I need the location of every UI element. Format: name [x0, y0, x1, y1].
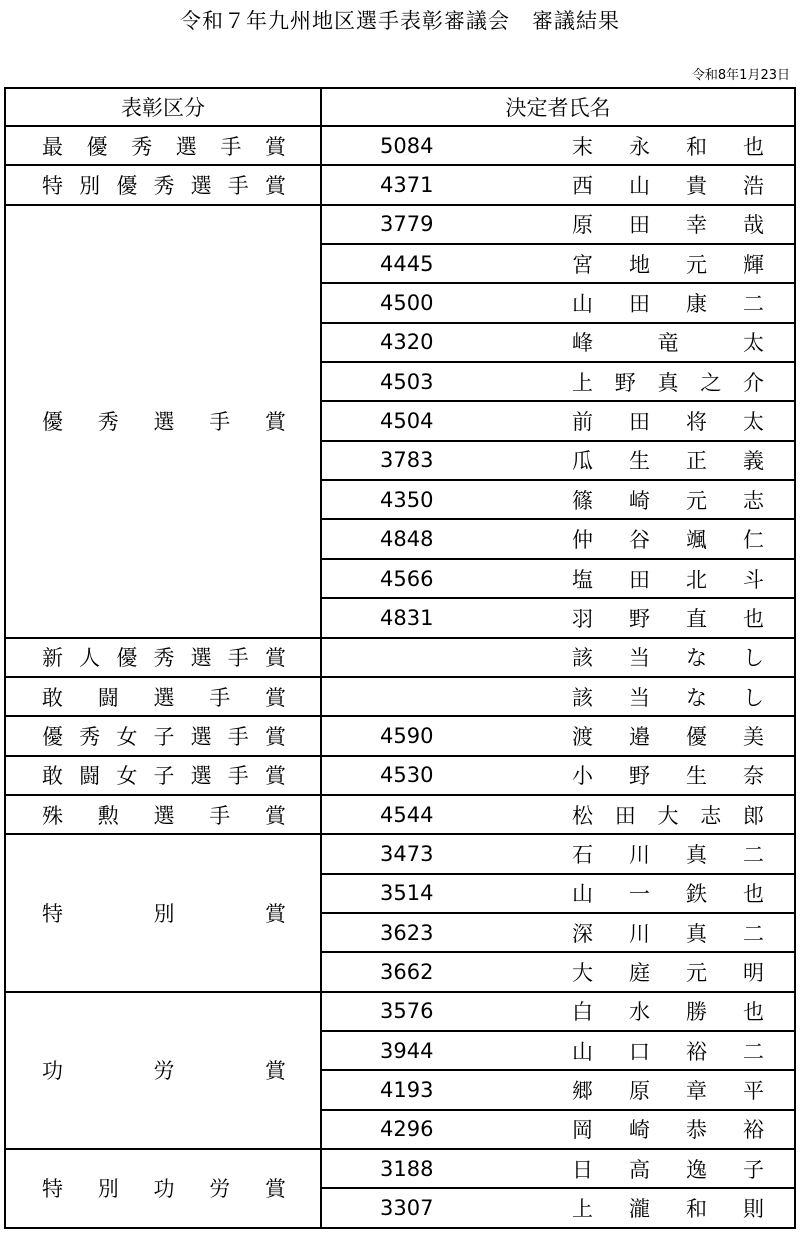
award-category-label	[6, 642, 320, 672]
racer-name-label	[558, 1193, 794, 1223]
glyph: 手	[227, 764, 249, 789]
glyph: 仁	[743, 528, 764, 553]
glyph: 太	[743, 331, 764, 356]
glyph: 選	[190, 646, 212, 671]
glyph: な	[686, 646, 707, 671]
glyph: 女	[116, 764, 138, 789]
racer-name-label	[558, 131, 794, 161]
racer-name	[558, 913, 795, 952]
glyph: 子	[743, 1157, 764, 1182]
racer-number: 4500	[321, 283, 558, 322]
racer-name	[558, 205, 795, 244]
results-table	[4, 87, 796, 1229]
racer-number: 3576	[321, 992, 558, 1031]
glyph: 大	[657, 803, 679, 828]
glyph: 優	[86, 134, 108, 159]
glyph: 崎	[629, 1118, 650, 1143]
table-row	[5, 677, 795, 716]
glyph: 賞	[264, 646, 286, 671]
racer-number: 5084	[321, 126, 558, 165]
glyph: 秀	[79, 724, 101, 749]
glyph: 将	[686, 410, 707, 435]
glyph: 北	[686, 567, 707, 592]
racer-number	[321, 677, 558, 716]
glyph: 松	[572, 803, 593, 828]
glyph: 二	[743, 842, 764, 867]
award-category-label	[6, 682, 320, 712]
glyph: 賞	[265, 410, 286, 435]
glyph: 秀	[153, 646, 175, 671]
award-category-label	[6, 721, 320, 751]
glyph: 志	[743, 488, 764, 513]
glyph: 貴	[686, 174, 707, 199]
glyph: 女	[116, 724, 138, 749]
glyph: 新	[42, 646, 63, 671]
table-row	[5, 834, 795, 873]
glyph: 颯	[686, 528, 707, 553]
glyph: 選	[153, 410, 175, 435]
racer-name-label	[558, 1036, 794, 1066]
glyph: 原	[629, 1078, 650, 1103]
racer-name-label	[558, 1154, 794, 1184]
glyph: 労	[209, 1177, 231, 1202]
racer-name-label	[558, 170, 794, 200]
glyph: 功	[42, 1059, 63, 1084]
racer-name	[558, 598, 795, 637]
glyph: 賞	[264, 134, 286, 159]
racer-name	[558, 716, 795, 755]
glyph: 秀	[131, 134, 153, 159]
racer-number: 4530	[321, 756, 558, 795]
racer-name-label	[558, 682, 794, 712]
glyph: 介	[743, 370, 764, 395]
glyph: 敢	[42, 764, 63, 789]
glyph: 賞	[265, 1177, 286, 1202]
racer-name-label	[558, 1114, 794, 1144]
table-row	[5, 165, 795, 204]
glyph: 康	[686, 292, 707, 317]
glyph: 賞	[265, 901, 286, 926]
glyph: 特	[42, 174, 63, 199]
glyph: 優	[42, 410, 63, 435]
glyph: 浩	[743, 174, 764, 199]
glyph: 恭	[686, 1118, 707, 1143]
racer-name-label	[558, 485, 794, 515]
racer-name	[558, 1070, 795, 1109]
glyph: 羽	[572, 606, 593, 631]
document-date: 令和8年1月23日	[691, 68, 790, 83]
glyph: 塩	[572, 567, 593, 592]
glyph: 竜	[657, 331, 679, 356]
racer-name-label	[558, 603, 794, 633]
racer-name-label	[558, 406, 794, 436]
glyph: 野	[629, 606, 650, 631]
award-category	[5, 1149, 321, 1228]
racer-number: 4296	[321, 1110, 558, 1149]
racer-name-label	[558, 445, 794, 475]
racer-number: 4320	[321, 323, 558, 362]
glyph: 和	[686, 1197, 707, 1222]
glyph: 幸	[686, 213, 707, 238]
glyph: 裕	[743, 1118, 764, 1143]
glyph: 平	[743, 1078, 764, 1103]
award-category-label	[6, 170, 320, 200]
glyph: 庭	[629, 960, 650, 985]
glyph: 手	[209, 803, 231, 828]
glyph: な	[686, 685, 707, 710]
glyph: 該	[572, 685, 593, 710]
racer-number: 3307	[321, 1188, 558, 1228]
racer-name	[558, 795, 795, 834]
award-category	[5, 992, 321, 1149]
glyph: 賞	[264, 174, 286, 199]
award-category	[5, 716, 321, 755]
racer-number: 4503	[321, 362, 558, 401]
glyph: 賞	[264, 764, 286, 789]
glyph: 義	[743, 449, 764, 474]
racer-name	[558, 834, 795, 873]
glyph: 也	[743, 882, 764, 907]
racer-number: 4445	[321, 244, 558, 283]
racer-name-label	[558, 1075, 794, 1105]
racer-name	[558, 165, 795, 204]
glyph: 二	[743, 921, 764, 946]
racer-name	[558, 874, 795, 913]
glyph: 崎	[629, 488, 650, 513]
glyph: 篠	[572, 488, 593, 513]
award-category	[5, 795, 321, 834]
table-row	[5, 205, 795, 244]
racer-name-label	[558, 564, 794, 594]
glyph: 章	[686, 1078, 707, 1103]
glyph: 真	[686, 921, 707, 946]
glyph: し	[743, 685, 764, 710]
glyph: 太	[743, 410, 764, 435]
racer-name-label	[558, 760, 794, 790]
glyph: 二	[743, 1039, 764, 1064]
racer-name	[558, 441, 795, 480]
glyph: 直	[686, 606, 707, 631]
glyph: 宮	[572, 252, 593, 277]
glyph: 哉	[743, 213, 764, 238]
glyph: 郷	[572, 1078, 593, 1103]
glyph: 谷	[629, 528, 650, 553]
glyph: 也	[743, 1000, 764, 1025]
table-row	[5, 716, 795, 755]
glyph: 賞	[265, 803, 286, 828]
glyph: 選	[153, 803, 175, 828]
glyph: 則	[743, 1197, 764, 1222]
racer-name-label	[558, 878, 794, 908]
glyph: 和	[686, 134, 707, 159]
glyph: 明	[743, 960, 764, 985]
glyph: 地	[629, 252, 650, 277]
glyph: 瓜	[572, 449, 593, 474]
glyph: 功	[153, 1177, 175, 1202]
racer-number: 4590	[321, 716, 558, 755]
glyph: 美	[743, 724, 764, 749]
racer-name-label	[558, 209, 794, 239]
glyph: 手	[209, 410, 231, 435]
glyph: 奈	[743, 764, 764, 789]
glyph: 裕	[686, 1039, 707, 1064]
award-category	[5, 126, 321, 165]
glyph: 深	[572, 921, 593, 946]
glyph: 手	[227, 646, 249, 671]
table-row	[5, 756, 795, 795]
glyph: 特	[42, 1177, 63, 1202]
glyph: 賞	[265, 1059, 286, 1084]
glyph: 永	[629, 134, 650, 159]
award-category	[5, 165, 321, 204]
glyph: 山	[629, 174, 650, 199]
glyph: 原	[572, 213, 593, 238]
glyph: 山	[572, 1039, 593, 1064]
glyph: 労	[153, 1059, 175, 1084]
racer-name	[558, 283, 795, 322]
glyph: 田	[629, 213, 650, 238]
racer-name-label	[558, 957, 794, 987]
glyph: 田	[629, 292, 650, 317]
glyph: 優	[42, 724, 63, 749]
glyph: 優	[116, 646, 138, 671]
racer-name-label	[558, 642, 794, 672]
racer-name-label	[558, 327, 794, 357]
glyph: 上	[572, 1197, 593, 1222]
table-row	[5, 795, 795, 834]
award-category-label	[6, 898, 320, 928]
glyph: 斗	[743, 567, 764, 592]
glyph: 西	[572, 174, 593, 199]
table-row	[5, 992, 795, 1031]
glyph: 選	[190, 174, 212, 199]
glyph: 鉄	[686, 882, 707, 907]
racer-number: 3662	[321, 952, 558, 991]
glyph: 田	[629, 410, 650, 435]
glyph: 賞	[264, 724, 286, 749]
header-category: 表彰区分	[5, 88, 321, 126]
glyph: 当	[629, 685, 650, 710]
racer-name-label	[558, 996, 794, 1026]
racer-name	[558, 401, 795, 440]
glyph: 勲	[97, 803, 119, 828]
racer-name-label	[558, 367, 794, 397]
glyph: 日	[572, 1157, 593, 1182]
racer-number: 4831	[321, 598, 558, 637]
glyph: 別	[153, 901, 175, 926]
glyph: 志	[700, 803, 722, 828]
glyph: 野	[629, 764, 650, 789]
glyph: 末	[572, 134, 593, 159]
glyph: 手	[227, 724, 249, 749]
racer-name-label	[558, 288, 794, 318]
glyph: 優	[116, 174, 138, 199]
award-category-label	[6, 1055, 320, 1085]
glyph: 田	[629, 567, 650, 592]
award-category	[5, 834, 321, 991]
glyph: 正	[686, 449, 707, 474]
table-header-row	[5, 88, 795, 126]
glyph: 白	[572, 1000, 593, 1025]
header-recipient: 決定者氏名	[321, 88, 795, 126]
racer-name	[558, 638, 795, 677]
glyph: 大	[572, 960, 593, 985]
glyph: 手	[220, 134, 242, 159]
glyph: 峰	[572, 331, 593, 356]
glyph: 小	[572, 764, 593, 789]
racer-name-label	[558, 839, 794, 869]
glyph: 山	[572, 292, 593, 317]
glyph: 別	[79, 174, 101, 199]
glyph: 也	[743, 134, 764, 159]
glyph: 特	[42, 901, 63, 926]
racer-number: 4566	[321, 559, 558, 598]
racer-number: 3779	[321, 205, 558, 244]
glyph: 生	[629, 449, 650, 474]
racer-number	[321, 638, 558, 677]
glyph: 也	[743, 606, 764, 631]
glyph: 渡	[572, 724, 593, 749]
glyph: 水	[629, 1000, 650, 1025]
glyph: 闘	[97, 685, 119, 710]
glyph: 真	[686, 842, 707, 867]
glyph: 人	[79, 646, 101, 671]
racer-number: 3188	[321, 1149, 558, 1188]
glyph: 口	[629, 1039, 650, 1064]
award-category	[5, 677, 321, 716]
glyph: 選	[190, 724, 212, 749]
glyph: 前	[572, 410, 593, 435]
racer-name	[558, 992, 795, 1031]
racer-name	[558, 1031, 795, 1070]
glyph: 選	[153, 685, 175, 710]
glyph: 選	[175, 134, 197, 159]
glyph: 仲	[572, 528, 593, 553]
racer-name	[558, 126, 795, 165]
glyph: 該	[572, 646, 593, 671]
racer-name	[558, 1149, 795, 1188]
racer-name	[558, 677, 795, 716]
racer-number: 3623	[321, 913, 558, 952]
award-category-label	[6, 800, 320, 830]
glyph: し	[743, 646, 764, 671]
glyph: 子	[153, 764, 175, 789]
glyph: 上	[572, 370, 593, 395]
racer-name-label	[558, 800, 794, 830]
glyph: 手	[227, 174, 249, 199]
racer-name-label	[558, 918, 794, 948]
table-row	[5, 638, 795, 677]
document-title: 令和７年九州地区選手表彰審議会 審議結果	[180, 9, 620, 33]
racer-name	[558, 952, 795, 991]
racer-number: 3783	[321, 441, 558, 480]
award-category	[5, 756, 321, 795]
racer-name	[558, 362, 795, 401]
racer-number: 4371	[321, 165, 558, 204]
racer-name-label	[558, 721, 794, 751]
glyph: 元	[686, 488, 707, 513]
glyph: 川	[629, 842, 650, 867]
glyph: 二	[743, 292, 764, 317]
glyph: 闘	[79, 764, 101, 789]
glyph: 逸	[686, 1157, 707, 1182]
glyph: 一	[629, 882, 650, 907]
glyph: 田	[614, 803, 636, 828]
glyph: 優	[686, 724, 707, 749]
table-row	[5, 126, 795, 165]
glyph: 手	[209, 685, 231, 710]
racer-name	[558, 1188, 795, 1228]
racer-name	[558, 480, 795, 519]
glyph: 石	[572, 842, 593, 867]
glyph: 山	[572, 882, 593, 907]
glyph: 元	[686, 960, 707, 985]
racer-number: 4504	[321, 401, 558, 440]
glyph: 郎	[743, 803, 764, 828]
glyph: 真	[657, 370, 679, 395]
racer-name	[558, 559, 795, 598]
racer-name-label	[558, 249, 794, 279]
glyph: 之	[700, 370, 722, 395]
glyph: 賞	[265, 685, 286, 710]
glyph: 高	[629, 1157, 650, 1182]
glyph: 敢	[42, 685, 63, 710]
award-category-label	[6, 406, 320, 436]
racer-name	[558, 323, 795, 362]
glyph: 勝	[686, 1000, 707, 1025]
glyph: 邉	[629, 724, 650, 749]
award-category	[5, 205, 321, 638]
glyph: 殊	[42, 803, 63, 828]
glyph: 選	[190, 764, 212, 789]
racer-number: 3944	[321, 1031, 558, 1070]
glyph: 野	[614, 370, 636, 395]
award-category-label	[6, 131, 320, 161]
racer-name	[558, 756, 795, 795]
racer-number: 4848	[321, 519, 558, 558]
award-category-label	[6, 760, 320, 790]
award-category-label	[6, 1173, 320, 1203]
racer-name	[558, 519, 795, 558]
glyph: 最	[42, 134, 63, 159]
glyph: 瀧	[629, 1197, 650, 1222]
racer-number: 3473	[321, 834, 558, 873]
glyph: 元	[686, 252, 707, 277]
racer-number: 4350	[321, 480, 558, 519]
racer-number: 4193	[321, 1070, 558, 1109]
table-row	[5, 1149, 795, 1188]
racer-name	[558, 244, 795, 283]
glyph: 秀	[97, 410, 119, 435]
glyph: 当	[629, 646, 650, 671]
glyph: 輝	[743, 252, 764, 277]
glyph: 川	[629, 921, 650, 946]
racer-number: 3514	[321, 874, 558, 913]
glyph: 別	[97, 1177, 119, 1202]
glyph: 秀	[153, 174, 175, 199]
glyph: 生	[686, 764, 707, 789]
award-category	[5, 638, 321, 677]
racer-name-label	[558, 524, 794, 554]
racer-number: 4544	[321, 795, 558, 834]
glyph: 岡	[572, 1118, 593, 1143]
racer-name	[558, 1110, 795, 1149]
glyph: 子	[153, 724, 175, 749]
